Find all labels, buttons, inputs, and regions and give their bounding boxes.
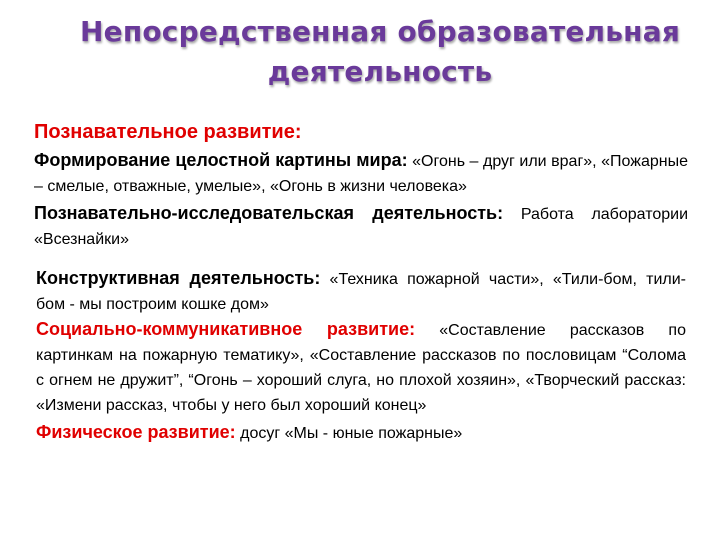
constructive-activity-paragraph [36, 266, 686, 317]
slide-title-line-1: Непосредственная образовательная [80, 15, 680, 48]
physical-development-label: Физическое развитие: [36, 422, 236, 442]
constructive-activity-text: «Техника пожарной части», «Тили-бом, тили-бом - мы построим кошке дом» [36, 271, 686, 313]
world-picture-paragraph [34, 148, 688, 199]
activities-block [36, 266, 686, 446]
physical-development-text: досуг «Мы - юные пожарные» [235, 425, 463, 442]
research-activity-label: Познавательно-исследовательская деятельность: [34, 203, 504, 223]
cognitive-development-heading: Познавательное развитие: [34, 121, 302, 143]
cognitive-development-block [34, 118, 688, 252]
slide-title-line-2: деятельность [267, 55, 493, 88]
research-activity-paragraph [34, 201, 688, 252]
social-development-paragraph [36, 317, 686, 418]
research-activity-text: Работа лаборатории «Всезнайки» [34, 206, 689, 248]
slide-title [60, 12, 700, 92]
social-development-text: «Составление рассказов по картинкам на пожарную тематику», «Составление рассказов по пословицам “Солома с огнем не дружит”, “Огонь – хороший слуга, но плохой хозяин», «Творческий рассказ: «Измени рассказ, чтобы у него был хороший конец» [36, 322, 686, 414]
world-picture-text: «Огонь – друг или враг», «Пожарные – смелые, отважные, умелые», «Огонь в жизни человека» [34, 153, 688, 195]
world-picture-label: Формирование целостной картины мира: [34, 150, 408, 170]
physical-development-paragraph [36, 420, 686, 446]
social-development-label: Социально-коммуникативное развитие: [36, 319, 416, 339]
constructive-activity-label: Конструктивная деятельность: [36, 268, 321, 288]
